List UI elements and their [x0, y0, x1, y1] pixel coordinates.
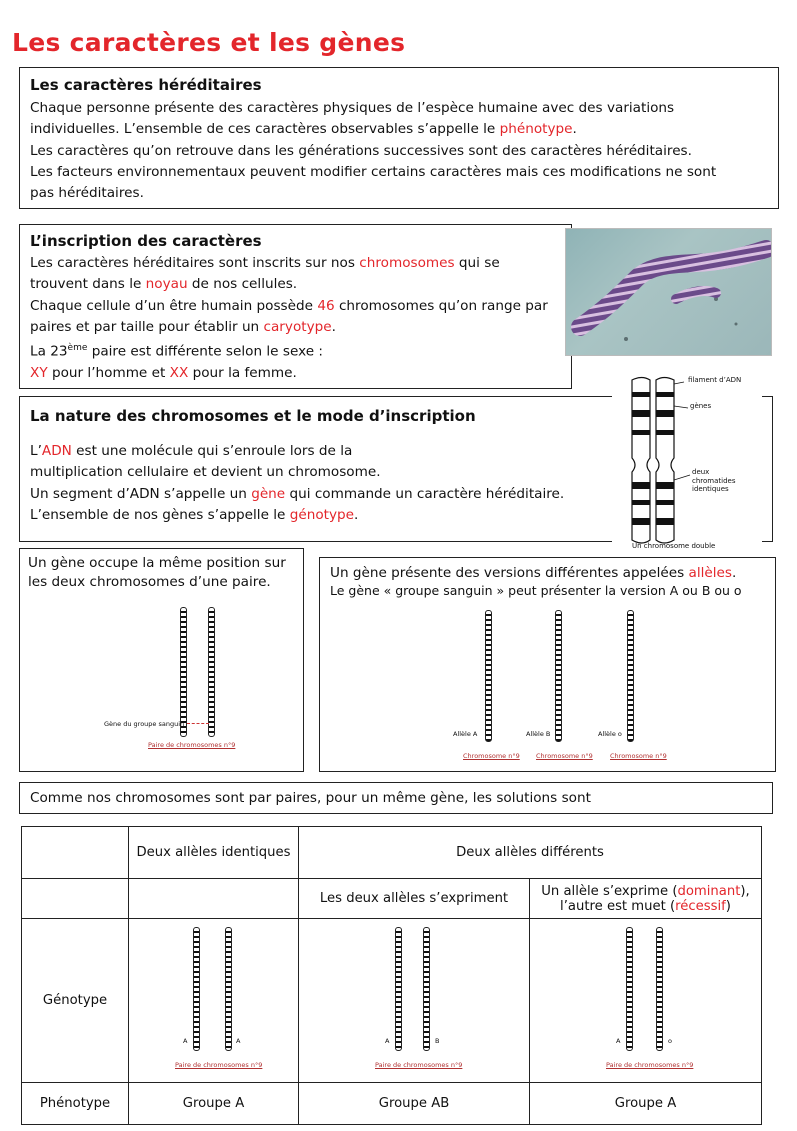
allele-label: B: [435, 1037, 440, 1045]
text-span: .: [331, 318, 336, 335]
chromosome-figure: [193, 927, 200, 1051]
section-hereditary-traits: [19, 67, 779, 209]
chromosome-figure: [555, 610, 562, 742]
text-span: pour la femme.: [188, 365, 297, 382]
text-span: qui commande un caractère héréditaire.: [285, 485, 565, 502]
text-span: Un gène présente des versions différentes appelées: [330, 565, 689, 581]
chromosome-figure: [626, 927, 633, 1051]
table-row: [22, 827, 762, 879]
row-label-phenotype: Phénotype: [22, 1083, 129, 1125]
table-row: [22, 879, 762, 919]
section-gene-position: [19, 548, 304, 772]
text-line: [30, 119, 768, 140]
text-span: paire est différente selon le sexe :: [87, 343, 323, 360]
chromosome-figure: [208, 607, 215, 737]
keyword-gene: gène: [251, 485, 286, 502]
text-span: individuelles. L’ensemble de ces caractères observables s’appelle le: [30, 121, 500, 138]
header-identical: Deux allèles identiques: [129, 827, 299, 879]
allele-label: o: [668, 1037, 672, 1045]
chromosome-photo-icon: [566, 229, 772, 356]
text-span: L’ensemble de nos gènes s’appelle le: [30, 506, 290, 523]
phenotype-cell: Groupe A: [129, 1083, 299, 1125]
table-cell: [22, 879, 129, 919]
section-heading: Les caractères héréditaires: [30, 76, 262, 94]
keyword-noyau: noyau: [145, 276, 188, 293]
table-row: [22, 919, 762, 1083]
text-line: les deux chromosomes d’une paire.: [28, 574, 271, 590]
keyword-recessive: récessif: [675, 898, 726, 914]
keyword-xy: XY: [30, 365, 48, 382]
allele-label: A: [183, 1037, 188, 1045]
gene-link: [187, 723, 209, 724]
header-different: Deux allèles différents: [299, 827, 762, 879]
text-line: Les caractères qu’on retrouve dans les générations successives sont des caractères héréditaires.: [30, 142, 692, 159]
keyword-genotype: génotype: [289, 506, 355, 523]
keyword-46: 46: [317, 297, 335, 314]
text-line: Le gène « groupe sanguin » peut présenter la version A ou B ou o: [330, 583, 742, 598]
text-span: L’: [30, 443, 42, 459]
text-line: Un gène occupe la même position sur: [28, 555, 286, 571]
section-heading: La nature des chromosomes et le mode d’inscription: [30, 407, 476, 425]
table-cell: [22, 827, 129, 879]
text-span: .: [572, 121, 577, 138]
figure-caption: Paire de chromosomes n°9: [175, 1061, 263, 1069]
genotype-cell-ao: [530, 919, 762, 1083]
keyword-caryotype: caryotype: [263, 318, 332, 335]
keyword-chromosomes: chromosomes: [359, 255, 455, 271]
section-solutions-intro: Comme nos chromosomes sont par paires, pour un même gène, les solutions sont: [19, 782, 773, 814]
label-allele-o: Allèle o: [598, 730, 622, 738]
label-genes: gènes: [690, 402, 712, 410]
header-both-express: Les deux allèles s’expriment: [299, 879, 530, 919]
text-span: ): [725, 898, 731, 914]
keyword-phenotype: phénotype: [499, 121, 573, 138]
section-trait-inscription: [19, 224, 572, 389]
figure-caption: Paire de chromosomes n°9: [148, 741, 236, 749]
header-one-expresses: [530, 879, 762, 919]
figure-caption: Paire de chromosomes n°9: [375, 1061, 463, 1069]
chromosome-figure: [180, 607, 187, 737]
genotype-cell-ab: [299, 919, 530, 1083]
genotype-table: [21, 826, 762, 1125]
text-line: [30, 296, 561, 317]
section-alleles: [319, 557, 776, 772]
keyword-xx: XX: [169, 365, 189, 382]
phenotype-cell: Groupe A: [530, 1083, 762, 1125]
text-line: Chaque personne présente des caractères physiques de l’espèce humaine avec des variations: [30, 100, 675, 116]
paragraph: [28, 554, 295, 592]
text-span: Un segment d’ADN s’appelle un: [30, 485, 252, 502]
text-span: La 23: [30, 343, 68, 360]
text-line: [30, 363, 561, 384]
figure-caption: Chromosome n°9: [536, 752, 593, 760]
allele-label: A: [236, 1037, 241, 1045]
keyword-adn: ADN: [41, 443, 72, 459]
text-span: paires et par taille pour établir un: [30, 318, 264, 335]
label-allele-a: Allèle A: [453, 730, 478, 738]
chromosome-figure: [395, 927, 402, 1051]
paragraph: [30, 253, 561, 384]
figure-caption: Paire de chromosomes n°9: [606, 1061, 694, 1069]
table-cell: [129, 879, 299, 919]
chromosome-figure: [656, 927, 663, 1051]
text-line: [30, 274, 561, 295]
text-line: [330, 564, 765, 582]
chromosome-figure: [225, 927, 232, 1051]
double-chromosome-diagram: [612, 370, 762, 556]
row-label-genotype: Génotype: [22, 919, 129, 1083]
text-span: pour l’homme et: [47, 365, 170, 382]
text-line: [30, 253, 561, 274]
chromosome-figure: [627, 610, 634, 742]
label-gene: Gène du groupe sanguin: [104, 720, 185, 728]
text-span: Les caractères héréditaires sont inscrits sur nos: [30, 255, 360, 271]
text-line: pas héréditaires.: [30, 185, 144, 202]
figure-caption: Chromosome n°9: [610, 752, 667, 760]
paragraph: [330, 564, 765, 600]
text-span: .: [354, 506, 359, 523]
text-span: chromosomes qu’on range par: [334, 297, 548, 314]
label-chromatides: deux chromatides identiques: [692, 468, 736, 493]
page-title: Les caractères et les gènes: [12, 28, 406, 57]
text-span: de nos cellules.: [187, 276, 298, 293]
text-span: est une molécule qui s’enroule lors de la: [71, 443, 353, 459]
text-span: Un allèle s’exprime (: [541, 883, 678, 899]
phenotype-cell: Groupe AB: [299, 1083, 530, 1125]
text-span: qui se: [454, 255, 500, 271]
paragraph: [30, 98, 768, 204]
double-chromosome-icon: [612, 370, 762, 556]
figure-caption: Chromosome n°9: [463, 752, 520, 760]
text-line: multiplication cellulaire et devient un chromosome.: [30, 464, 381, 481]
superscript: ème: [67, 343, 88, 354]
text-line: [30, 338, 561, 363]
text-span: .: [731, 565, 737, 581]
label-filament: filament d’ADN: [688, 376, 742, 384]
allele-label: A: [385, 1037, 390, 1045]
text-span: Chaque cellule d’un être humain possède: [30, 297, 318, 314]
diagram-caption: Un chromosome double: [632, 542, 716, 550]
allele-label: A: [616, 1037, 621, 1045]
keyword-alleles: allèles: [688, 565, 732, 581]
genotype-cell-aa: [129, 919, 299, 1083]
text-line: Les facteurs environnementaux peuvent modifier certains caractères mais ces modifications ne sont: [30, 163, 717, 180]
label-allele-b: Allèle B: [526, 730, 551, 738]
section-heading: L’inscription des caractères: [30, 232, 262, 250]
text-span: ), l’autre est muet (: [560, 883, 750, 914]
chromosome-figure: [485, 610, 492, 742]
text-span: trouvent dans le: [30, 276, 146, 293]
chromosome-photo: [565, 228, 772, 356]
table-row: [22, 1083, 762, 1125]
keyword-dominant: dominant: [677, 883, 741, 899]
chromosome-figure: [423, 927, 430, 1051]
text-line: [30, 317, 561, 338]
